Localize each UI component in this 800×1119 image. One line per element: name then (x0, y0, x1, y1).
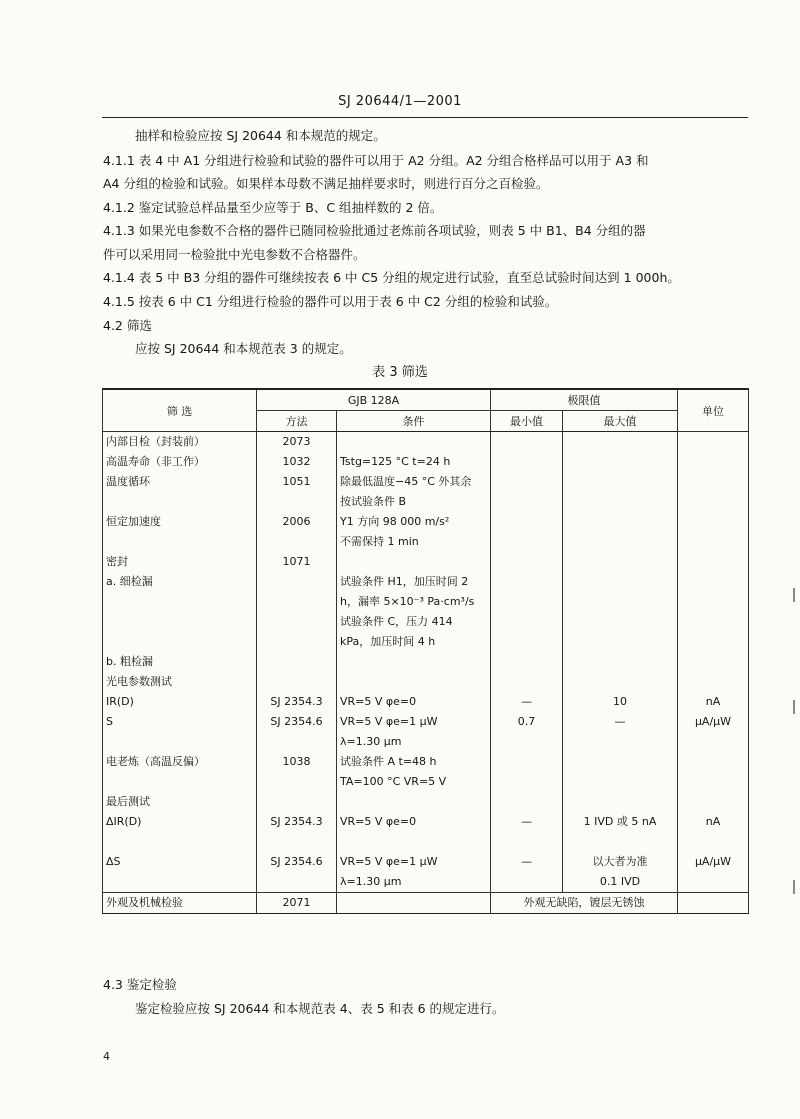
cell-min (491, 752, 563, 772)
table-body (103, 432, 749, 914)
cell-max (563, 592, 678, 612)
cell-item: 最后测试 (103, 792, 257, 812)
cell-unit (678, 893, 749, 914)
cell-item: 光电参数测试 (103, 672, 257, 692)
cell-min (491, 632, 563, 652)
table-row (103, 752, 749, 772)
cell-max: 1 IVD 或 5 nA (563, 812, 678, 832)
cell-max (563, 632, 678, 652)
cell-min (491, 832, 563, 852)
cell-unit (678, 872, 749, 893)
cell-min: — (491, 852, 563, 872)
cell-item (103, 592, 257, 612)
cell-min (491, 732, 563, 752)
header-limits: 极限值 (491, 389, 678, 411)
table-title: 表 3 筛选 (372, 365, 428, 380)
cell-unit (678, 792, 749, 812)
cell-item: ΔIR(D) (103, 812, 257, 832)
cell-condition: 试验条件 C，压力 414 (337, 612, 491, 632)
cell-item: 高温寿命（非工作） (103, 452, 257, 472)
table-row (103, 432, 749, 453)
cell-condition (337, 832, 491, 852)
cell-item: a. 细检漏 (103, 572, 257, 592)
cell-unit (678, 652, 749, 672)
header-unit: 单位 (678, 389, 749, 432)
table-row (103, 472, 749, 492)
cell-method: 1032 (257, 452, 337, 472)
cell-max (563, 452, 678, 472)
cell-min (491, 672, 563, 692)
cell-condition: 试验条件 A t=48 h (337, 752, 491, 772)
header-gjb: GJB 128A (257, 389, 491, 411)
table-row (103, 792, 749, 812)
header-min: 最小值 (491, 411, 563, 432)
cell-condition: h，漏率 5×10⁻³ Pa·cm³/s (337, 592, 491, 612)
cell-max (563, 532, 678, 552)
cell-method (257, 612, 337, 632)
cell-max (563, 732, 678, 752)
cell-max: 0.1 IVD (563, 872, 678, 893)
cell-condition: kPa，加压时间 4 h (337, 632, 491, 652)
scan-mark (793, 880, 795, 894)
cell-item (103, 492, 257, 512)
table-row (103, 732, 749, 752)
document-code-header: SJ 20644/1—2001 (338, 94, 462, 109)
cell-max (563, 472, 678, 492)
cell-unit (678, 832, 749, 852)
paragraph-4-1-1-line1: 4.1.1 表 4 中 A1 分组进行检验和试验的器件可以用于 A2 分组。A2 分组合格样品可以用于 A3 和 (103, 153, 649, 168)
cell-condition: VR=5 V φe=0 (337, 692, 491, 712)
cell-max (563, 752, 678, 772)
cell-method (257, 632, 337, 652)
cell-condition: 除最低温度−45 °C 外其余 (337, 472, 491, 492)
table-row (103, 772, 749, 792)
cell-unit: nA (678, 812, 749, 832)
paragraph-4-1-4: 4.1.4 表 5 中 B3 分组的器件可继续按表 6 中 C5 分组的规定进行试验，直至总试验时间达到 1 000h。 (103, 270, 680, 285)
cell-unit (678, 612, 749, 632)
cell-unit (678, 552, 749, 572)
cell-min (491, 452, 563, 472)
table-row (103, 652, 749, 672)
cell-unit (678, 492, 749, 512)
cell-unit (678, 632, 749, 652)
table-row (103, 872, 749, 893)
cell-item (103, 612, 257, 632)
cell-item: 电老炼（高温反偏） (103, 752, 257, 772)
cell-min (491, 512, 563, 532)
header-max: 最大值 (563, 411, 678, 432)
cell-method: SJ 2354.3 (257, 692, 337, 712)
table-row (103, 712, 749, 732)
cell-item: 恒定加速度 (103, 512, 257, 532)
cell-min (491, 472, 563, 492)
cell-max: — (563, 712, 678, 732)
cell-item (103, 632, 257, 652)
cell-method (257, 572, 337, 592)
table-row-last (103, 893, 749, 914)
cell-min (491, 792, 563, 812)
cell-method (257, 652, 337, 672)
cell-unit: μA/μW (678, 852, 749, 872)
cell-method: 1051 (257, 472, 337, 492)
cell-min: 0.7 (491, 712, 563, 732)
cell-condition (337, 552, 491, 572)
cell-method (257, 732, 337, 752)
cell-min (491, 872, 563, 893)
cell-min (491, 592, 563, 612)
table-row (103, 492, 749, 512)
cell-item: S (103, 712, 257, 732)
paragraph-4-1-3-line2: 件可以采用同一检验批中光电参数不合格器件。 (103, 247, 366, 262)
cell-min (491, 492, 563, 512)
page-number: 4 (103, 1050, 110, 1063)
cell-item (103, 772, 257, 792)
cell-condition: VR=5 V φe=1 μW (337, 852, 491, 872)
table-row (103, 632, 749, 652)
cell-max: 10 (563, 692, 678, 712)
cell-min (491, 612, 563, 632)
cell-unit (678, 772, 749, 792)
cell-min: — (491, 812, 563, 832)
cell-method (257, 772, 337, 792)
paragraph-4-3: 鉴定检验应按 SJ 20644 和本规范表 4、表 5 和表 6 的规定进行。 (135, 1001, 505, 1016)
table-row (103, 452, 749, 472)
table-row (103, 612, 749, 632)
header-condition: 条件 (337, 411, 491, 432)
header-screening: 筛 选 (103, 389, 257, 432)
cell-method: 1038 (257, 752, 337, 772)
cell-method: 1071 (257, 552, 337, 572)
cell-method (257, 832, 337, 852)
cell-item (103, 532, 257, 552)
cell-item: b. 粗检漏 (103, 652, 257, 672)
table-row (103, 512, 749, 532)
cell-condition (337, 672, 491, 692)
cell-condition: 按试验条件 B (337, 492, 491, 512)
cell-max (563, 792, 678, 812)
cell-unit: μA/μW (678, 712, 749, 732)
cell-condition: TA=100 °C VR=5 V (337, 772, 491, 792)
cell-method: SJ 2354.6 (257, 712, 337, 732)
cell-max (563, 552, 678, 572)
table-row (103, 672, 749, 692)
cell-unit (678, 572, 749, 592)
cell-condition: 试验条件 H1，加压时间 2 (337, 572, 491, 592)
cell-item: 外观及机械检验 (103, 893, 257, 914)
cell-method (257, 872, 337, 893)
cell-method: 2071 (257, 893, 337, 914)
cell-min (491, 652, 563, 672)
paragraph-4-1-2: 4.1.2 鉴定试验总样品量至少应等于 B、C 组抽样数的 2 倍。 (103, 200, 443, 215)
table-row (103, 692, 749, 712)
cell-unit (678, 732, 749, 752)
cell-method: SJ 2354.3 (257, 812, 337, 832)
table-row (103, 572, 749, 592)
cell-item: 密封 (103, 552, 257, 572)
cell-condition (337, 652, 491, 672)
cell-max (563, 612, 678, 632)
table-row (103, 852, 749, 872)
cell-min (491, 572, 563, 592)
table-row (103, 832, 749, 852)
cell-max: 以大者为准 (563, 852, 678, 872)
cell-unit (678, 672, 749, 692)
cell-unit (678, 512, 749, 532)
paragraph-4-1-5: 4.1.5 按表 6 中 C1 分组进行检验的器件可以用于表 6 中 C2 分组的检验和试验。 (103, 294, 558, 309)
cell-max (563, 432, 678, 453)
cell-method: SJ 2354.6 (257, 852, 337, 872)
cell-method (257, 592, 337, 612)
cell-condition (337, 893, 491, 914)
cell-unit (678, 592, 749, 612)
cell-max (563, 772, 678, 792)
paragraph-4-2: 应按 SJ 20644 和本规范表 3 的规定。 (135, 341, 352, 356)
cell-unit (678, 532, 749, 552)
table-row (103, 552, 749, 572)
section-heading-4-2: 4.2 筛选 (103, 318, 152, 333)
scan-mark (793, 588, 795, 602)
cell-min (491, 552, 563, 572)
cell-condition: VR=5 V φe=1 μW (337, 712, 491, 732)
cell-condition: 不需保持 1 min (337, 532, 491, 552)
cell-unit (678, 472, 749, 492)
screening-table (102, 388, 749, 914)
cell-min (491, 532, 563, 552)
cell-condition: VR=5 V φe=0 (337, 812, 491, 832)
header-method: 方法 (257, 411, 337, 432)
cell-max (563, 572, 678, 592)
table-row (103, 592, 749, 612)
cell-condition: Tstg=125 °C t=24 h (337, 452, 491, 472)
cell-item: ΔS (103, 852, 257, 872)
scan-mark (793, 700, 795, 714)
section-heading-4-3: 4.3 鉴定检验 (103, 977, 177, 992)
cell-condition: Y1 方向 98 000 m/s² (337, 512, 491, 532)
cell-item (103, 732, 257, 752)
cell-method (257, 492, 337, 512)
cell-item: IR(D) (103, 692, 257, 712)
cell-unit: nA (678, 692, 749, 712)
cell-max (563, 492, 678, 512)
cell-condition (337, 432, 491, 453)
cell-max (563, 832, 678, 852)
cell-item: 内部目检（封装前） (103, 432, 257, 453)
cell-item: 温度循环 (103, 472, 257, 492)
cell-unit (678, 752, 749, 772)
cell-min (491, 772, 563, 792)
cell-max (563, 672, 678, 692)
cell-min (491, 432, 563, 453)
table-row (103, 812, 749, 832)
cell-condition (337, 792, 491, 812)
paragraph-4-1-3-line1: 4.1.3 如果光电参数不合格的器件已随同检验批通过老炼前各项试验，则表 5 中 B1、B4 分组的器 (103, 223, 646, 238)
cell-condition: λ=1.30 μm (337, 732, 491, 752)
paragraph-4-1-1-line2: A4 分组的检验和试验。如果样本母数不满足抽样要求时，则进行百分之百检验。 (103, 176, 549, 191)
cell-min: — (491, 692, 563, 712)
cell-method: 2073 (257, 432, 337, 453)
cell-method (257, 532, 337, 552)
cell-method (257, 672, 337, 692)
cell-limits: 外观无缺陷，镀层无锈蚀 (491, 893, 678, 914)
table-row (103, 532, 749, 552)
cell-item (103, 872, 257, 893)
cell-max (563, 652, 678, 672)
paragraph-intro: 抽样和检验应按 SJ 20644 和本规范的规定。 (135, 128, 386, 143)
cell-condition: λ=1.30 μm (337, 872, 491, 893)
cell-method: 2006 (257, 512, 337, 532)
cell-method (257, 792, 337, 812)
cell-unit (678, 452, 749, 472)
cell-item (103, 832, 257, 852)
cell-max (563, 512, 678, 532)
header-rule (102, 117, 748, 118)
cell-unit (678, 432, 749, 453)
